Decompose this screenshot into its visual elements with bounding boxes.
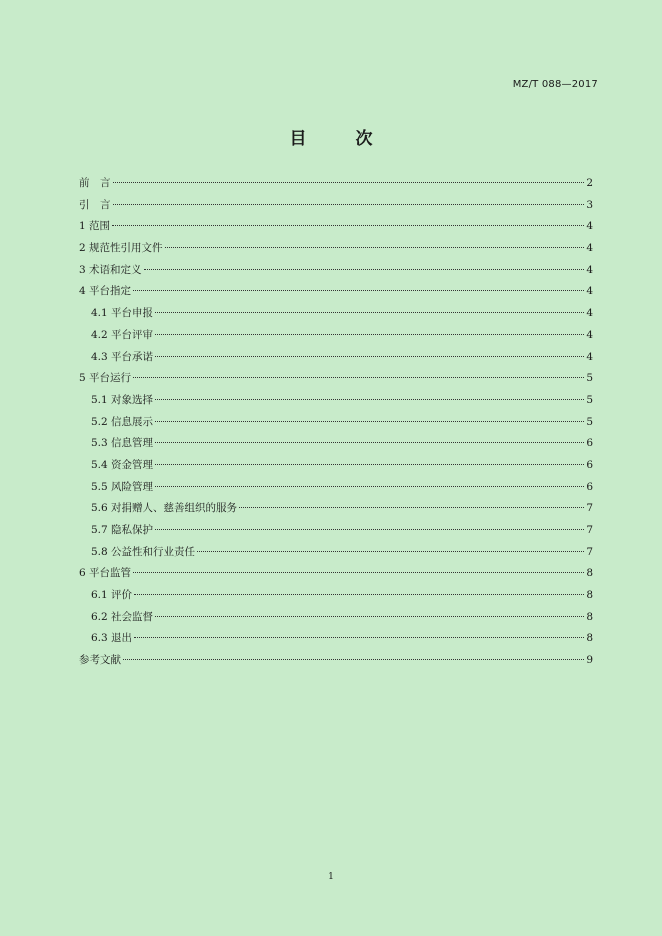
dot-leader (155, 356, 584, 357)
toc-entry-label: 4 平台指定 (79, 285, 132, 298)
toc-entry-page: 9 (586, 654, 593, 667)
page-title: 目 次 (289, 129, 389, 149)
toc-entry-page: 8 (586, 610, 593, 623)
toc-entry[interactable] (79, 650, 593, 672)
toc-entry-label: 引 言 (79, 198, 111, 211)
toc-entry-label: 5.3 信息管理 (91, 437, 154, 450)
toc-entry[interactable] (79, 433, 593, 455)
dot-leader (144, 269, 585, 270)
toc-entry-label: 5.7 隐私保护 (91, 524, 154, 536)
toc-entry-label: 前 言 (79, 177, 111, 189)
toc-entry-label: 6.1 评价 (91, 589, 133, 602)
toc-entry-label: 5.5 风险管理 (91, 480, 154, 493)
standard-code: MZ/T 088—2017 (512, 79, 598, 90)
dot-leader (113, 204, 585, 205)
toc-entry-page: 7 (586, 545, 593, 558)
dot-leader (155, 486, 584, 487)
toc-entry-label: 参考文献 (79, 654, 121, 667)
toc-entry-label: 5.4 资金管理 (91, 458, 154, 471)
dot-leader (112, 225, 584, 226)
toc-entry[interactable] (79, 195, 593, 217)
toc-entry[interactable] (79, 412, 593, 434)
toc-entry-page: 5 (586, 393, 593, 406)
toc-entry-page: 4 (586, 350, 593, 363)
toc-entry-label: 4.2 平台评审 (91, 328, 154, 341)
toc-entry-page: 4 (586, 220, 593, 233)
toc-entry[interactable] (79, 216, 593, 238)
dot-leader (133, 572, 584, 573)
toc-entry-page: 5 (586, 415, 593, 428)
toc-entry[interactable] (79, 498, 593, 520)
dot-leader (133, 377, 584, 378)
dot-leader (155, 442, 584, 443)
dot-leader (155, 312, 584, 313)
toc-entry[interactable] (79, 542, 593, 564)
dot-leader (239, 507, 584, 508)
toc-entry-label: 6.3 退出 (91, 632, 133, 645)
toc-entry[interactable] (79, 520, 593, 542)
toc-entry[interactable] (79, 368, 593, 390)
dot-leader (155, 616, 584, 617)
toc-entry-label: 1 范围 (79, 220, 111, 233)
toc-entry-label: 5.8 公益性和行业责任 (91, 545, 196, 558)
toc-entry-page: 8 (586, 567, 593, 580)
dot-leader (155, 529, 584, 530)
toc-entry-label: 5.1 对象选择 (91, 393, 154, 406)
dot-leader (133, 290, 584, 291)
toc-entry[interactable] (79, 607, 593, 629)
toc-entry-page: 3 (586, 198, 593, 211)
dot-leader (155, 399, 584, 400)
toc-entry-page: 4 (586, 263, 593, 276)
dot-leader (113, 182, 585, 183)
toc-entry-page: 7 (586, 502, 593, 515)
toc-entry-page: 7 (586, 524, 593, 536)
toc-entry[interactable] (79, 628, 593, 650)
toc-entry-page: 2 (586, 177, 593, 189)
toc-entry[interactable] (79, 585, 593, 607)
dot-leader (134, 594, 584, 595)
toc-entry-label: 5.6 对捐赠人、慈善组织的服务 (91, 502, 238, 515)
toc-entry-label: 2 规范性引用文件 (79, 242, 163, 255)
toc-entry-label: 6.2 社会监督 (91, 610, 154, 623)
dot-leader (155, 421, 584, 422)
dot-leader (165, 247, 585, 248)
toc-entry-label: 5.2 信息展示 (91, 415, 154, 428)
toc-entry[interactable] (79, 563, 593, 585)
toc-entry-page: 6 (586, 458, 593, 471)
toc-entry-page: 6 (586, 480, 593, 493)
toc-entry-page: 6 (586, 437, 593, 450)
toc-entry-page: 4 (586, 328, 593, 341)
toc-entry[interactable] (79, 325, 593, 347)
dot-leader (155, 464, 584, 465)
toc-entry-page: 8 (586, 632, 593, 645)
toc-entry[interactable] (79, 260, 593, 282)
toc-entry[interactable] (79, 347, 593, 369)
toc-entry-label: 3 术语和定义 (79, 263, 142, 276)
table-of-contents (79, 173, 593, 672)
toc-entry-page: 4 (586, 285, 593, 298)
toc-entry[interactable] (79, 173, 593, 195)
toc-entry[interactable] (79, 390, 593, 412)
toc-entry[interactable] (79, 303, 593, 325)
toc-entry[interactable] (79, 238, 593, 260)
toc-entry-label: 4.3 平台承诺 (91, 350, 154, 363)
toc-entry-label: 6 平台监管 (79, 567, 132, 580)
toc-entry-label: 4.1 平台申报 (91, 307, 154, 320)
page-number: 1 (328, 872, 334, 882)
toc-entry-page: 4 (586, 307, 593, 320)
toc-entry[interactable] (79, 281, 593, 303)
toc-entry-page: 5 (586, 372, 593, 385)
dot-leader (134, 637, 584, 638)
toc-entry-page: 8 (586, 589, 593, 602)
dot-leader (123, 659, 584, 660)
toc-entry[interactable] (79, 477, 593, 499)
toc-entry-label: 5 平台运行 (79, 372, 132, 385)
toc-entry[interactable] (79, 455, 593, 477)
dot-leader (155, 334, 584, 335)
toc-entry-page: 4 (586, 242, 593, 255)
dot-leader (197, 551, 584, 552)
